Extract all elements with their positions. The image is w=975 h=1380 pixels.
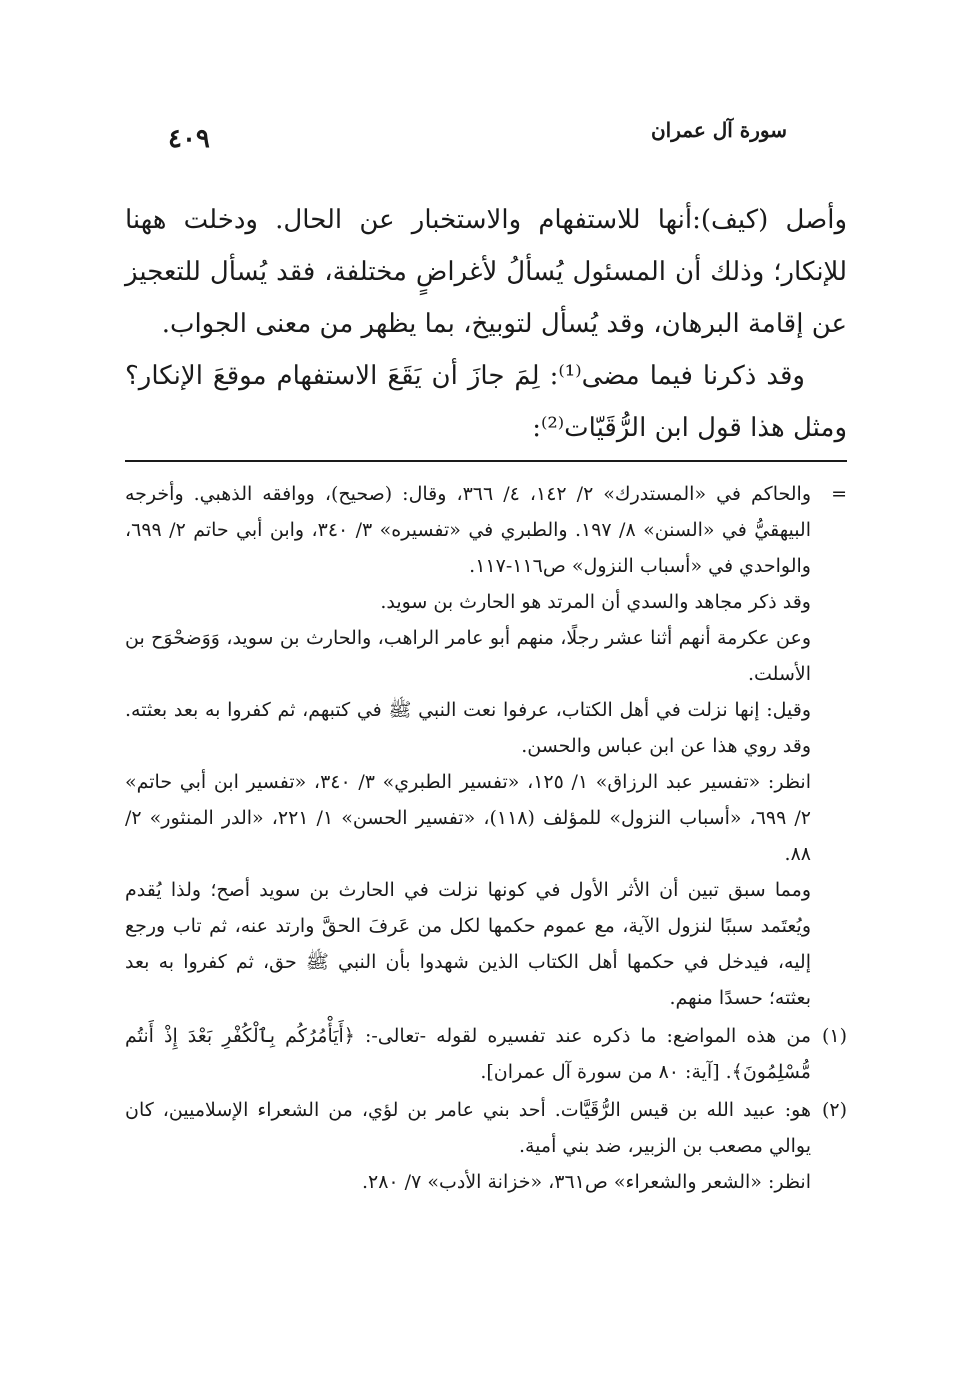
footnote-paragraph: والحاكم في «المستدرك» ٢/ ١٤٢، ٤/ ٣٦٦، وقال: (صحيح)، ووافقه الذهبي. وأخرجه البيهقيُّ في «السنن» ٨/ ١٩٧. والطبري في «تفسيره» ٣/ ٣٤٠، وابن أبي حاتم ٢/ ٦٩٩، والواحدي في «أسباب النزول» ص١١٦-١١٧.	[125, 483, 812, 577]
continuation-marker: =	[831, 483, 847, 505]
footnote-paragraph: وقد ذكر مجاهد والسدي أن المرتد هو الحارث بن سويد.	[380, 591, 811, 613]
footnote-1	[125, 1018, 847, 1090]
footnotes	[125, 476, 847, 1200]
footnote-text: من هذه المواضع: ما ذكره عند تفسيره لقوله -تعالى-: ﴿أَيَأْمُرُكُم بِٱلْكُفْرِ بَعْدَ إِذْ أَنتُم مُّسْلِمُونَ﴾. [آية: ٨٠ من سورة آل عمران].	[125, 1025, 811, 1083]
footnote-continuation	[125, 476, 847, 1016]
footnote-paragraph: انظر: «تفسير عبد الرزاق» ١/ ١٢٥، «تفسير الطبري» ٣/ ٣٤٠، «تفسير ابن أبي حاتم» ٢/ ٦٩٩، «أسباب النزول» للمؤلف (١١٨)، «تفسير الحسن» ١/ ٢٢١، «الدر المنثور» ٢/ ٨٨.	[125, 771, 811, 865]
footnote-reference: انظر: «الشعر والشعراء» ص٣٦١، «خزانة الأدب» ٧/ ٢٨٠.	[361, 1171, 811, 1193]
footnote-paragraph: وقيل: إنها نزلت في أهل الكتاب، عرفوا نعت النبي ﷺ في كتبهم، ثم كفروا به بعد بعثته. وقد روي هذا عن ابن عباس والحسن.	[125, 699, 811, 757]
main-text	[125, 194, 847, 454]
footnote-text: هو: عبيد الله بن قيس الرُّقَيَّات. أحد بني عامر بن لؤي، من الشعراء الإسلاميين، كان يوالي مصعب بن الزبير، ضد بني أمية.	[125, 1099, 811, 1157]
footnote-number: (٢)	[821, 1099, 847, 1121]
footnote-divider	[125, 460, 847, 462]
footnote-2	[125, 1092, 847, 1200]
main-paragraph: وأصل (كيف):أنها للاستفهام والاستخبار عن الحال. ودخلت ههنا للإنكار؛ وذلك أن المسئول يُسألُ لأغراضٍ مختلفة، فقد يُسأل للتعجيز عن إقامة البرهان، وقد يُسأل لتوبيخ، بما يظهر من معنى الجواب.	[125, 205, 847, 339]
main-paragraph: وقد ذكرنا فيما مضى⁽¹⁾: لِمَ جازَ أن يَقَعَ الاستفهام موقعَ الإنكار؟ ومثل هذا قول ابن الرُّقَيّات⁽²⁾:	[125, 361, 847, 443]
surah-title: سورة آل عمران	[650, 118, 787, 142]
footnote-paragraph: وعن عكرمة أنهم أثنا عشر رجلًا، منهم أبو عامر الراهب، والحارث بن سويد، وَوَضحْوَح بن الأسلت.	[125, 627, 811, 685]
footnote-number: (١)	[821, 1025, 847, 1047]
footnote-paragraph: ومما سبق تبين أن الأثر الأول في كونها نزلت في الحارث بن سويد أصح؛ ولذا يُقدم ويُعتَمد سببًا لنزول الآية، مع عموم حكمها لكل من عَرفَ الحقَّ وارتد عنه، ثم تاب ورجع إليه، فيدخل في حكمها أهل الكتاب الذين شهدوا بأن النبي ﷺ حق، ثم كفروا به بعد بعثته؛ حسدًا منهم.	[125, 879, 811, 1009]
page-number: ٤٠٩	[168, 124, 210, 154]
